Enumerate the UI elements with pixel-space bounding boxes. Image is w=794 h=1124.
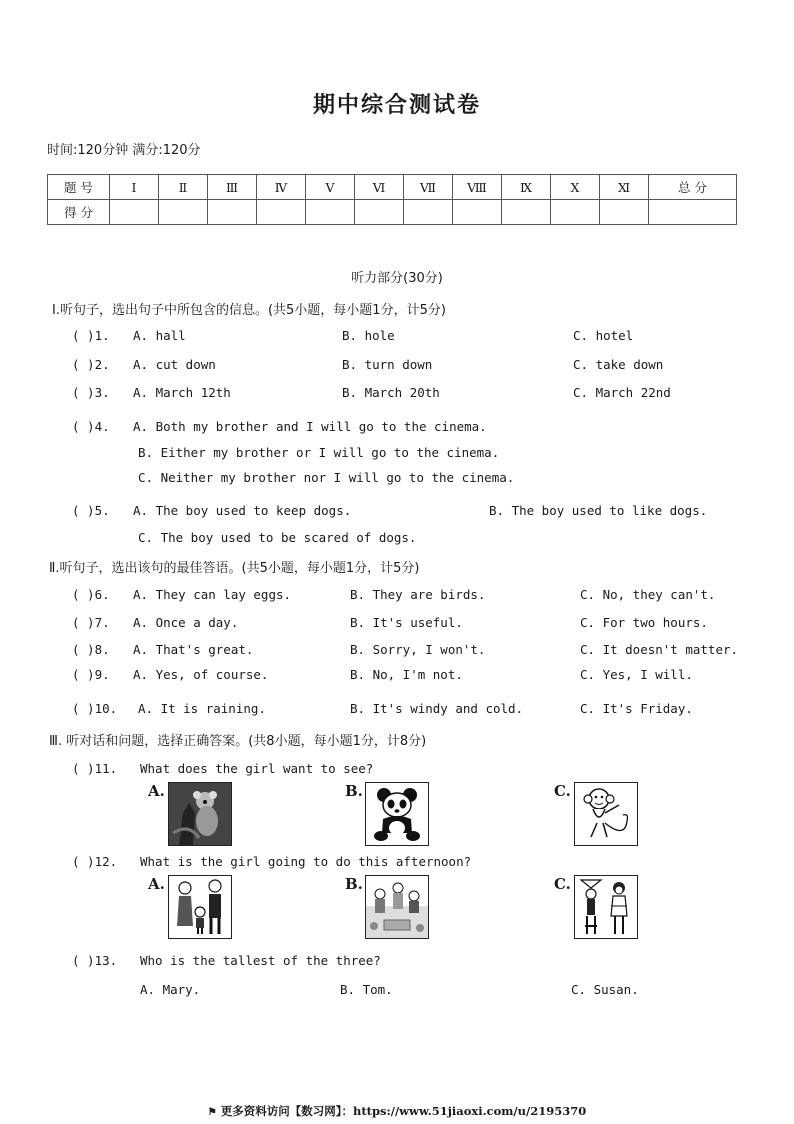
score-col-4: Ⅳ [257, 175, 306, 200]
score-col-5: Ⅴ [306, 175, 355, 200]
q6-option-a[interactable]: A. They can lay eggs. [133, 587, 292, 602]
family-icon [169, 876, 231, 938]
q13-number: ( )13. [72, 953, 118, 968]
score-cell[interactable] [649, 200, 737, 225]
q4-option-b[interactable]: B. Either my brother or I will go to the cinema. [138, 445, 500, 460]
score-table-header-row [48, 175, 737, 200]
score-col-6: Ⅵ [355, 175, 404, 200]
q10-option-c[interactable]: C. It's Friday. [580, 701, 693, 716]
score-cell[interactable] [355, 200, 404, 225]
flag-icon: ⚑ [207, 1107, 217, 1118]
q13-question: Who is the tallest of the three? [140, 953, 381, 968]
section2-heading: Ⅱ.听句子，选出该句的最佳答语。(共5小题，每小题1分，计5分) [49, 561, 420, 576]
score-col-total: 总 分 [649, 175, 737, 200]
q11-option-b-picture[interactable] [365, 782, 429, 846]
q6-option-b[interactable]: B. They are birds. [350, 587, 486, 602]
q3-number: ( )3. [72, 385, 110, 400]
q10-number: ( )10. [72, 701, 118, 716]
score-row-label: 得 分 [48, 200, 110, 225]
q11-label-c: C. [554, 782, 571, 800]
q2-option-c[interactable]: C. take down [573, 357, 664, 372]
q4-option-c[interactable]: C. Neither my brother nor I will go to the cinema. [138, 470, 515, 485]
score-cell[interactable] [600, 200, 649, 225]
q12-label-a: A. [148, 875, 165, 893]
q11-number: ( )11. [72, 761, 118, 776]
q1-option-c[interactable]: C. hotel [573, 328, 634, 343]
score-col-9: Ⅸ [502, 175, 551, 200]
q4-number: ( )4. [72, 419, 110, 434]
q10-option-b[interactable]: B. It's windy and cold. [350, 701, 524, 716]
q11-question: What does the girl want to see? [140, 761, 374, 776]
q6-option-c[interactable]: C. No, they can't. [580, 587, 716, 602]
q5-option-a[interactable]: A. The boy used to keep dogs. [133, 503, 352, 518]
q7-option-a[interactable]: A. Once a day. [133, 615, 239, 630]
q5-number: ( )5. [72, 503, 110, 518]
q12-option-a-picture[interactable] [168, 875, 232, 939]
q10-option-a[interactable]: A. It is raining. [138, 701, 266, 716]
panda-icon [366, 783, 428, 845]
friends-icon [575, 876, 637, 938]
q5-option-b[interactable]: B. The boy used to like dogs. [489, 503, 708, 518]
score-cell[interactable] [453, 200, 502, 225]
q3-option-a[interactable]: A. March 12th [133, 385, 231, 400]
q12-label-c: C. [554, 875, 571, 893]
score-col-7: Ⅶ [404, 175, 453, 200]
q11-option-c-picture[interactable] [574, 782, 638, 846]
q13-option-b[interactable]: B. Tom. [340, 982, 393, 997]
q12-question: What is the girl going to do this afternoon? [140, 854, 472, 869]
score-cell[interactable] [502, 200, 551, 225]
q1-option-a[interactable]: A. hall [133, 328, 186, 343]
score-col-1: Ⅰ [110, 175, 159, 200]
section3-heading: Ⅲ. 听对话和问题，选择正确答案。(共8小题，每小题1分，计8分) [49, 734, 427, 749]
score-col-8: Ⅷ [453, 175, 502, 200]
score-col-3: Ⅲ [208, 175, 257, 200]
picnic-icon [366, 876, 428, 938]
score-table [47, 174, 737, 225]
q2-option-b[interactable]: B. turn down [342, 357, 433, 372]
q13-option-c[interactable]: C. Susan. [571, 982, 639, 997]
koala-icon [169, 783, 231, 845]
listening-heading: 听力部分(30分) [351, 271, 443, 286]
q1-option-b[interactable]: B. hole [342, 328, 395, 343]
q8-option-c[interactable]: C. It doesn't matter. [580, 642, 739, 657]
score-cell[interactable] [306, 200, 355, 225]
section1-heading: Ⅰ.听句子，选出句子中所包含的信息。(共5小题，每小题1分，计5分) [52, 303, 446, 318]
q6-number: ( )6. [72, 587, 110, 602]
score-cell[interactable] [208, 200, 257, 225]
q13-option-a[interactable]: A. Mary. [140, 982, 201, 997]
q12-label-b: B. [345, 875, 363, 893]
score-cell[interactable] [404, 200, 453, 225]
q9-option-a[interactable]: A. Yes, of course. [133, 667, 269, 682]
score-cell[interactable] [257, 200, 306, 225]
score-header-label: 题 号 [48, 175, 110, 200]
q7-number: ( )7. [72, 615, 110, 630]
q8-option-b[interactable]: B. Sorry, I won't. [350, 642, 486, 657]
q5-option-c[interactable]: C. The boy used to be scared of dogs. [138, 530, 417, 545]
q2-option-a[interactable]: A. cut down [133, 357, 216, 372]
exam-meta: 时间:120分钟 满分:120分 [47, 143, 201, 158]
q11-option-a-picture[interactable] [168, 782, 232, 846]
q7-option-c[interactable]: C. For two hours. [580, 615, 708, 630]
q7-option-b[interactable]: B. It's useful. [350, 615, 463, 630]
q9-option-c[interactable]: C. Yes, I will. [580, 667, 693, 682]
footer-link[interactable]: 更多资料访问【数习网】：https://www.51jiaoxi.com/u/2195370 [220, 1104, 587, 1118]
q9-option-b[interactable]: B. No, I'm not. [350, 667, 463, 682]
q1-number: ( )1. [72, 328, 110, 343]
score-col-11: Ⅺ [600, 175, 649, 200]
q12-option-c-picture[interactable] [574, 875, 638, 939]
q9-number: ( )9. [72, 667, 110, 682]
score-cell[interactable] [110, 200, 159, 225]
q3-option-c[interactable]: C. March 22nd [573, 385, 671, 400]
q11-label-b: B. [345, 782, 363, 800]
page-title: 期中综合测试卷 [312, 93, 481, 118]
score-table-score-row [48, 200, 737, 225]
q12-number: ( )12. [72, 854, 118, 869]
score-cell[interactable] [159, 200, 208, 225]
score-cell[interactable] [551, 200, 600, 225]
monkey-icon [575, 783, 637, 845]
q4-option-a[interactable]: A. Both my brother and I will go to the cinema. [133, 419, 487, 434]
score-col-2: Ⅱ [159, 175, 208, 200]
q2-number: ( )2. [72, 357, 110, 372]
footer [0, 1103, 794, 1119]
q12-option-b-picture[interactable] [365, 875, 429, 939]
q8-option-a[interactable]: A. That's great. [133, 642, 254, 657]
q3-option-b[interactable]: B. March 20th [342, 385, 440, 400]
q11-label-a: A. [148, 782, 165, 800]
q8-number: ( )8. [72, 642, 110, 657]
score-col-10: Ⅹ [551, 175, 600, 200]
